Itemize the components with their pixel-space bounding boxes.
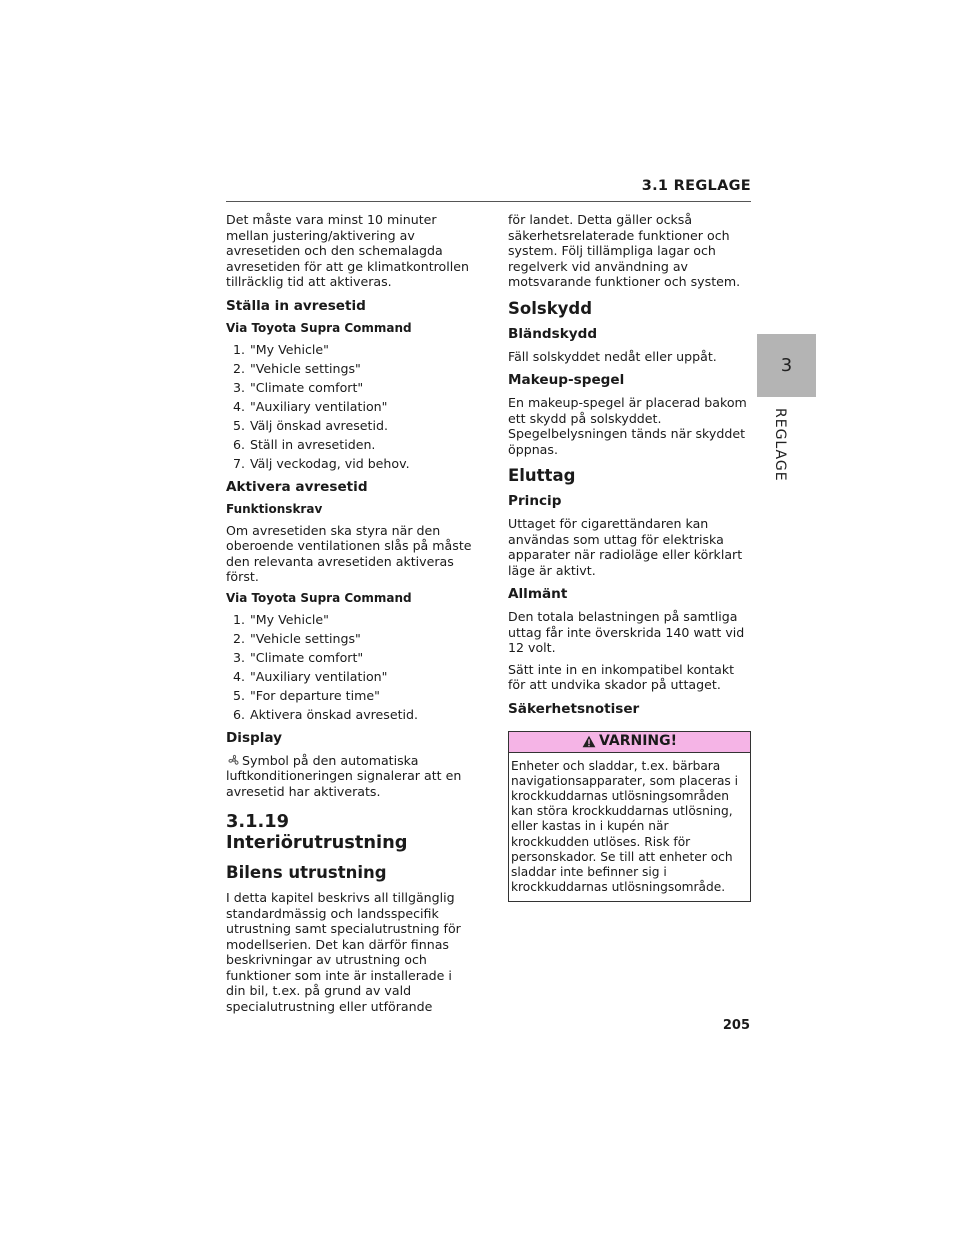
- mirror-paragraph: En makeup-spegel är placerad bakom ett skydd på solskyddet. Spegelbelysningen tänds när skyddet öppnas.: [508, 395, 747, 457]
- list-item: 3. "Climate comfort": [233, 379, 364, 395]
- heading-makeup-mirror: Makeup-spegel: [508, 372, 625, 388]
- heading-general: Allmänt: [508, 586, 568, 602]
- heading-activate-departure: Aktivera avresetid: [226, 478, 368, 495]
- warning-box: [508, 731, 751, 903]
- display-paragraph: [226, 753, 474, 800]
- list-item: 1. "My Vehicle": [233, 611, 329, 627]
- list-item: 6. Ställ in avresetiden.: [233, 436, 376, 452]
- list-item: 2. "Vehicle settings": [233, 630, 361, 646]
- heading-display: Display: [226, 729, 283, 746]
- heading-vehicle-equipment: Bilens utrustning: [226, 863, 387, 882]
- heading-set-departure: Ställa in avresetid: [226, 297, 366, 314]
- list-item: 6. Aktivera önskad avresetid.: [233, 706, 419, 722]
- warning-title: VARNING!: [598, 732, 678, 749]
- chapter-tab: [757, 334, 816, 397]
- continued-paragraph: för landet. Detta gäller också säkerhetsrelaterade funktioner och system. Följ tillämpliga lagar och regelverk vid användning av motsvarande funktioner och system.: [508, 212, 741, 289]
- fan-icon: [226, 754, 242, 766]
- list-item: 3. "Climate comfort": [233, 649, 364, 665]
- glare-paragraph: Fäll solskyddet nedåt eller uppåt.: [508, 348, 717, 364]
- chapter-label: REGLAGE: [772, 408, 788, 482]
- steps-list-1: [226, 342, 474, 471]
- section-title: 3.1.19 Interiörutrustning: [226, 811, 408, 853]
- header-rule: [226, 201, 751, 202]
- list-item: 4. "Auxiliary ventilation": [233, 668, 388, 684]
- list-item: 5. "For departure time": [233, 687, 380, 703]
- requirements-paragraph: Om avresetiden ska styra när den oberoende ventilationen slås på måste den relevanta avresetiden aktiveras först.: [226, 522, 472, 584]
- left-column: [226, 212, 474, 1020]
- equipment-paragraph: I detta kapitel beskrivs all tillgänglig standardmässig och landsspecifik utrustning samt specialutrustning för modellserien. Det kan därför finnas beskrivningar av utrustning och funktioner som inte är installerade i din bil, t.ex. på grund av vald specialutrustning eller utförande: [226, 890, 461, 1014]
- principle-paragraph: Uttaget för cigarettändaren kan användas som uttag för elektriska apparater när radioläge eller körklart läge är aktivt.: [508, 516, 743, 578]
- list-item: 7. Välj veckodag, vid behov.: [233, 455, 410, 471]
- list-item: 4. "Auxiliary ventilation": [233, 398, 388, 414]
- right-column: [508, 212, 751, 902]
- heading-requirements: Funktionskrav: [226, 501, 323, 516]
- section-header: 3.1 REGLAGE: [641, 178, 751, 194]
- heading-principle: Princip: [508, 493, 562, 509]
- general-paragraph-1: Den totala belastningen på samtliga uttag får inte överskrida 140 watt vid 12 volt.: [508, 609, 745, 655]
- warning-triangle-icon: [582, 735, 596, 748]
- via-command-2: Via Toyota Supra Command: [226, 590, 412, 605]
- heading-power-outlet: Eluttag: [508, 466, 576, 485]
- list-item: 2. "Vehicle settings": [233, 360, 361, 376]
- heading-safety-notes: Säkerhetsnotiser: [508, 700, 640, 717]
- heading-sun-visor: Solskydd: [508, 298, 593, 318]
- page-number: 205: [722, 1018, 750, 1033]
- list-item: 1. "My Vehicle": [233, 341, 329, 357]
- chapter-number: 3: [780, 355, 793, 376]
- display-text: Symbol på den automatiska luftkonditioneringen signalerar att en avresetid har aktiverats.: [226, 752, 462, 799]
- heading-glare-shield: Bländskydd: [508, 325, 598, 342]
- steps-list-2: [226, 612, 474, 722]
- general-paragraph-2: Sätt inte in en inkompatibel kontakt för att undvika skador på uttaget.: [508, 661, 735, 692]
- intro-paragraph: Det måste vara minst 10 minuter mellan justering/aktivering av avresetiden och den schemalagda avresetiden för att ge klimatkontrollen tillräcklig tid att aktiveras.: [226, 212, 469, 289]
- warning-header: [509, 732, 750, 753]
- via-command-1: Via Toyota Supra Command: [226, 320, 412, 335]
- list-item: 5. Välj önskad avresetid.: [233, 417, 388, 433]
- warning-text: Enheter och sladdar, t.ex. bärbara navigationsapparater, som placeras i krockkuddarnas utlösningsområden kan störa krockkuddarnas utlösning, eller kastas in i kupén när krockkudden utlöses. Risk för personskador. Se till att enheter och sladdar inte befinner sig i krockkuddarnas utlösningsområde.: [511, 758, 739, 895]
